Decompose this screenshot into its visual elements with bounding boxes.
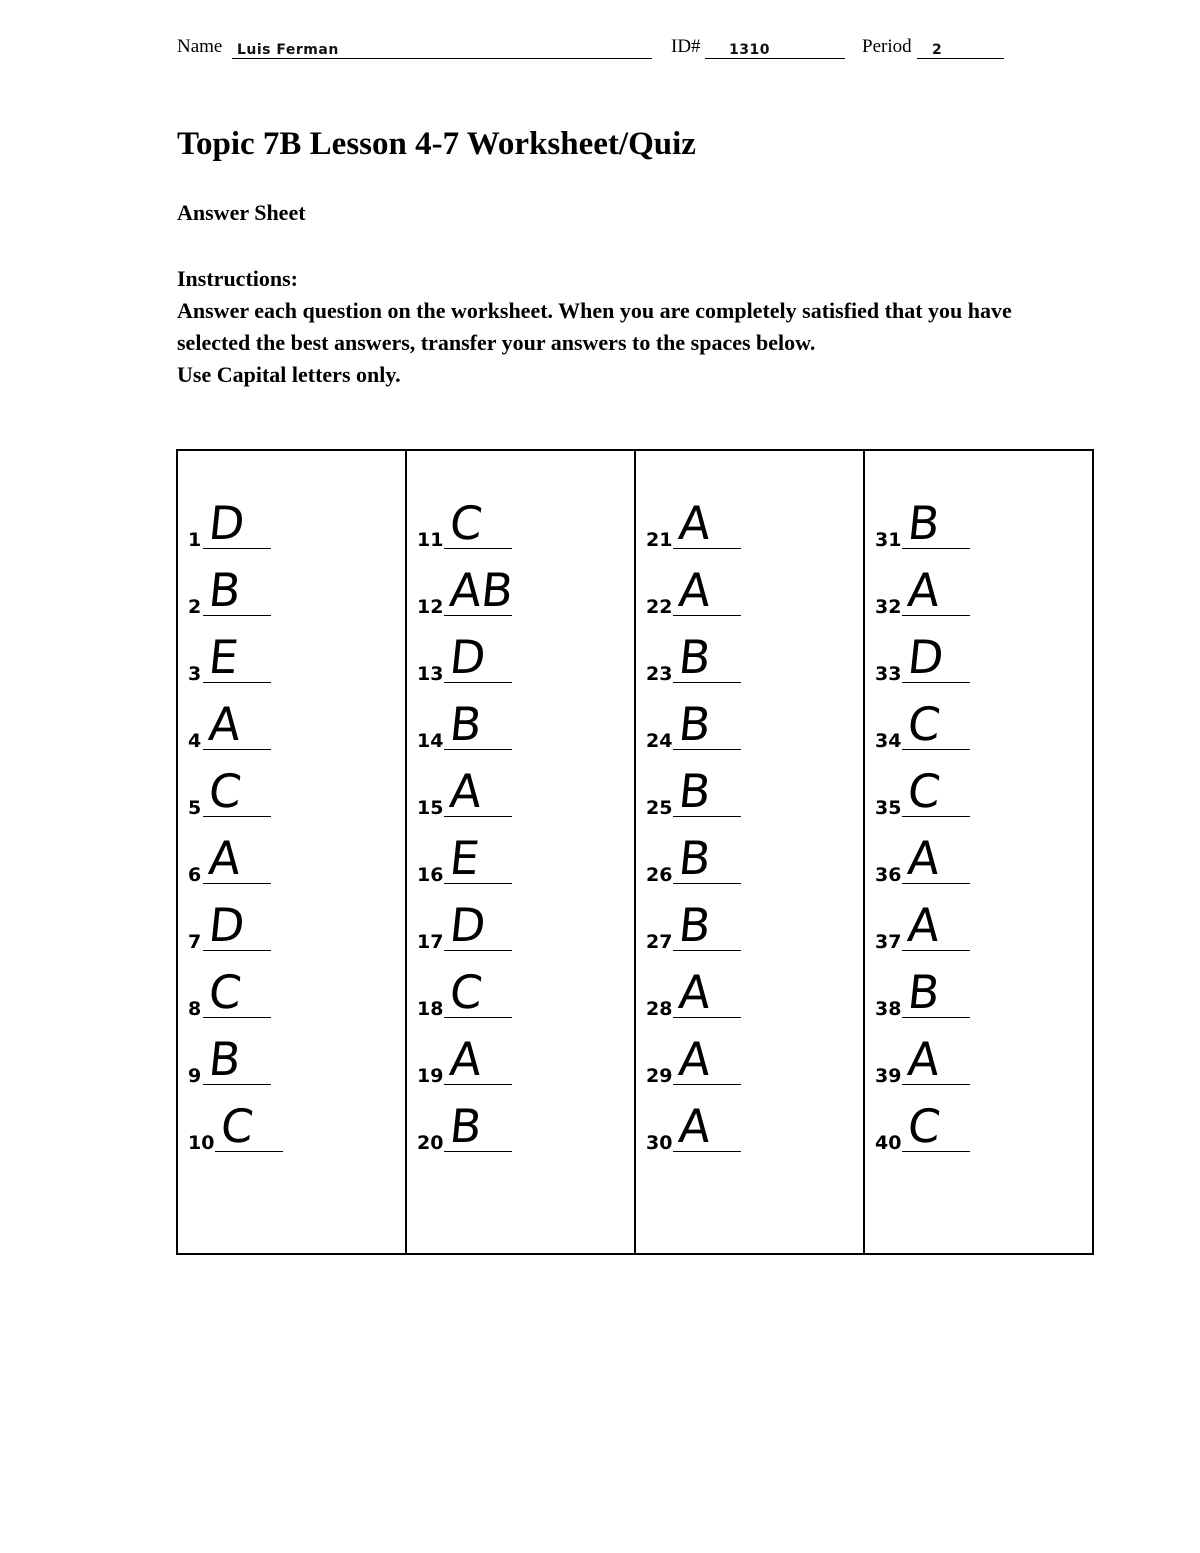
answer-field[interactable]: B <box>676 764 714 818</box>
answer-column-3 <box>636 451 865 1253</box>
answer-field[interactable]: A <box>447 1032 485 1086</box>
answer-row <box>646 558 856 618</box>
instructions-note: Use Capital letters only. <box>177 362 401 387</box>
answer-field[interactable]: D <box>447 898 489 952</box>
question-number: 34 <box>875 730 902 752</box>
answer-field[interactable]: B <box>447 1099 485 1153</box>
answer-field[interactable]: B <box>676 898 714 952</box>
answer-row <box>646 625 856 685</box>
answer-field[interactable]: C <box>905 1099 943 1153</box>
question-number: 22 <box>646 596 673 618</box>
answer-row <box>417 625 627 685</box>
question-number: 9 <box>188 1065 202 1087</box>
answer-column-4 <box>865 451 1092 1253</box>
answer-field[interactable]: E <box>447 831 482 885</box>
answer-row <box>875 960 1085 1020</box>
name-line <box>232 58 652 59</box>
answer-field[interactable]: C <box>206 965 244 1019</box>
period-line <box>917 58 1004 59</box>
answer-row <box>875 893 1085 953</box>
answer-row <box>646 1027 856 1087</box>
question-number: 6 <box>188 864 202 886</box>
question-number: 36 <box>875 864 902 886</box>
answer-field[interactable]: A <box>206 831 244 885</box>
question-number: 38 <box>875 998 902 1020</box>
name-value[interactable]: Luis Ferman <box>237 42 339 58</box>
question-number: 39 <box>875 1065 902 1087</box>
header <box>177 36 1007 64</box>
answer-field[interactable]: A <box>905 563 943 617</box>
answer-field[interactable]: E <box>206 630 241 684</box>
answer-field[interactable]: C <box>905 764 943 818</box>
answer-field[interactable]: C <box>905 697 943 751</box>
name-label: Name <box>177 36 223 57</box>
question-number: 19 <box>417 1065 444 1087</box>
answer-row <box>875 1027 1085 1087</box>
answer-row <box>875 625 1085 685</box>
question-number: 29 <box>646 1065 673 1087</box>
question-number: 15 <box>417 797 444 819</box>
answer-row <box>875 759 1085 819</box>
question-number: 24 <box>646 730 673 752</box>
instructions <box>177 263 1077 391</box>
page-title: Topic 7B Lesson 4-7 Worksheet/Quiz <box>177 126 696 162</box>
question-number: 14 <box>417 730 444 752</box>
answer-row <box>646 491 856 551</box>
question-number: 25 <box>646 797 673 819</box>
answer-row <box>188 692 398 752</box>
answer-field[interactable]: C <box>447 496 485 550</box>
question-number: 7 <box>188 931 202 953</box>
answer-row <box>646 826 856 886</box>
answer-field[interactable]: A <box>676 965 714 1019</box>
answer-row <box>875 692 1085 752</box>
answer-field[interactable]: D <box>206 496 248 550</box>
question-number: 10 <box>188 1132 215 1154</box>
answer-field[interactable]: D <box>447 630 489 684</box>
period-label: Period <box>862 36 912 57</box>
answer-field[interactable]: B <box>905 965 943 1019</box>
answer-field[interactable]: D <box>206 898 248 952</box>
answer-row <box>875 1094 1085 1154</box>
instructions-heading: Instructions: <box>177 266 299 291</box>
answer-row <box>417 893 627 953</box>
question-number: 5 <box>188 797 202 819</box>
answer-field[interactable]: C <box>206 764 244 818</box>
question-number: 21 <box>646 529 673 551</box>
answer-row <box>875 558 1085 618</box>
page-subtitle: Answer Sheet <box>177 200 306 225</box>
question-number: 40 <box>875 1132 902 1154</box>
answer-field[interactable]: A <box>447 764 485 818</box>
id-line <box>705 58 845 59</box>
answer-row <box>188 893 398 953</box>
period-value[interactable]: 2 <box>932 42 943 58</box>
question-number: 20 <box>417 1132 444 1154</box>
answer-field[interactable]: B <box>206 1032 244 1086</box>
id-value[interactable]: 1310 <box>729 42 770 58</box>
question-number: 31 <box>875 529 902 551</box>
instructions-body: Answer each question on the worksheet. When you are completely satisfied that you have selected the best answers, transfer your answers to the spaces below. <box>177 298 1012 355</box>
answer-field[interactable]: A <box>905 1032 943 1086</box>
answer-row <box>188 759 398 819</box>
question-number: 30 <box>646 1132 673 1154</box>
answer-row <box>188 625 398 685</box>
answer-field[interactable]: B <box>676 630 714 684</box>
answer-field[interactable]: A <box>206 697 244 751</box>
answer-field[interactable]: AB <box>447 563 516 617</box>
answer-field[interactable]: A <box>905 898 943 952</box>
answer-row <box>188 826 398 886</box>
answer-column-1 <box>178 451 407 1253</box>
question-number: 17 <box>417 931 444 953</box>
question-number: 35 <box>875 797 902 819</box>
question-number: 4 <box>188 730 202 752</box>
answer-row <box>188 558 398 618</box>
answer-field[interactable]: B <box>676 697 714 751</box>
answer-field[interactable]: A <box>905 831 943 885</box>
answer-column-2 <box>407 451 636 1253</box>
answer-field[interactable]: A <box>676 1032 714 1086</box>
question-number: 18 <box>417 998 444 1020</box>
answer-row <box>417 759 627 819</box>
answer-row <box>188 1027 398 1087</box>
answer-field[interactable]: C <box>447 965 485 1019</box>
question-number: 12 <box>417 596 444 618</box>
answer-field[interactable]: A <box>676 563 714 617</box>
question-number: 32 <box>875 596 902 618</box>
question-number: 26 <box>646 864 673 886</box>
answer-row <box>188 491 398 551</box>
question-number: 11 <box>417 529 444 551</box>
answer-row <box>417 1094 627 1154</box>
answer-row <box>646 692 856 752</box>
answer-row <box>875 826 1085 886</box>
question-number: 23 <box>646 663 673 685</box>
answer-row <box>417 826 627 886</box>
answer-field[interactable]: A <box>676 1099 714 1153</box>
question-number: 2 <box>188 596 202 618</box>
answer-grid <box>176 449 1094 1255</box>
answer-row <box>646 759 856 819</box>
answer-row <box>646 1094 856 1154</box>
question-number: 27 <box>646 931 673 953</box>
answer-field[interactable]: D <box>905 630 947 684</box>
question-number: 28 <box>646 998 673 1020</box>
answer-row <box>188 960 398 1020</box>
answer-row <box>875 491 1085 551</box>
question-number: 13 <box>417 663 444 685</box>
answer-field[interactable]: A <box>676 496 714 550</box>
question-number: 3 <box>188 663 202 685</box>
answer-row <box>417 558 627 618</box>
id-label: ID# <box>671 36 701 57</box>
question-number: 37 <box>875 931 902 953</box>
answer-row <box>646 960 856 1020</box>
answer-field[interactable]: C <box>218 1099 256 1153</box>
question-number: 8 <box>188 998 202 1020</box>
question-number: 33 <box>875 663 902 685</box>
answer-row <box>646 893 856 953</box>
answer-field[interactable]: B <box>905 496 943 550</box>
answer-field[interactable]: B <box>447 697 485 751</box>
answer-row <box>188 1094 398 1154</box>
answer-row <box>417 491 627 551</box>
question-number: 16 <box>417 864 444 886</box>
answer-field[interactable]: B <box>676 831 714 885</box>
question-number: 1 <box>188 529 202 551</box>
answer-row <box>417 1027 627 1087</box>
answer-row <box>417 692 627 752</box>
answer-row <box>417 960 627 1020</box>
answer-field[interactable]: B <box>206 563 244 617</box>
